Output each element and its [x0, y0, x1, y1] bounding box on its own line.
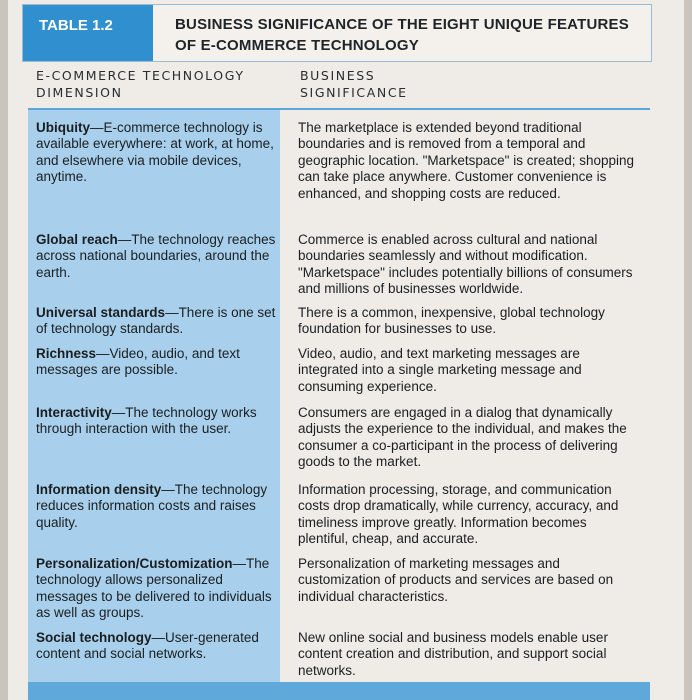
significance-cell: New online social and business models enable user content creation and distribution, and support social networks.: [298, 630, 608, 678]
dimension-term: Personalization/Customization: [36, 556, 233, 571]
table-row-universal-standards: [36, 305, 642, 338]
table-row-global-reach: [36, 232, 642, 298]
dimension-cell: [36, 120, 280, 202]
significance-cell: Consumers are engaged in a dialog that dynamically adjusts the experience to the individual, and makes the consumer a co-participant in the process of delivering goods to the market.: [298, 405, 627, 470]
dimension-cell: [36, 305, 280, 338]
dimension-cell: [36, 482, 280, 548]
dimension-term: Global reach: [36, 232, 118, 247]
table-bottom-bar: [28, 682, 650, 700]
dimension-description: —E-commerce technology is available everywhere: at work, at home, and elsewhere via mobile devices, anytime.: [36, 120, 274, 185]
dimension-cell: [36, 405, 280, 471]
dimension-cell: [36, 346, 280, 395]
table-row-interactivity: [36, 405, 642, 471]
dimension-cell: [36, 556, 280, 622]
dimension-description: —There is one set of technology standards.: [36, 305, 276, 337]
dimension-term: Ubiquity: [36, 120, 90, 135]
significance-cell: Information processing, storage, and communication costs drop dramatically, while currency, accuracy, and timeliness improve greatly. Information becomes plentiful, cheap, and accurate.: [298, 482, 619, 547]
significance-cell: Video, audio, and text marketing messages are integrated into a single marketing message and consuming experience.: [298, 346, 582, 394]
dimension-cell: [36, 630, 280, 679]
table-header: [22, 4, 652, 62]
table-row-ubiquity: [36, 120, 642, 202]
dimension-term: Interactivity: [36, 405, 112, 420]
dimension-description: —User-generated content and social networks.: [36, 630, 259, 662]
dimension-description: —The technology reaches across national boundaries, around the earth.: [36, 232, 276, 280]
table-title: BUSINESS SIGNIFICANCE OF THE EIGHT UNIQUE FEATURES OF E-COMMERCE TECHNOLOGY: [175, 16, 629, 54]
table-label: TABLE 1.2: [23, 5, 153, 61]
column-header-significance: BUSINESS SIGNIFICANCE: [300, 68, 408, 100]
significance-cell: Commerce is enabled across cultural and national boundaries seamlessly and without modification. "Marketspace" includes potentially billions of consumers and millions of businesses worldwide.: [298, 232, 633, 297]
table-row-social-technology: [36, 630, 642, 679]
dimension-description: —Video, audio, and text messages are possible.: [36, 346, 240, 378]
significance-cell: The marketplace is extended beyond traditional boundaries and is removed from a temporal and geographic location. "Marketspace" is created; shopping can take place anywhere. Customer convenience is enhanced, and shopping costs are reduced.: [298, 120, 635, 201]
significance-cell: Personalization of marketing messages and customization of products and services are based on individual characteristics.: [298, 556, 614, 604]
dimension-cell: [36, 232, 280, 298]
dimension-description: —The technology works through interaction with the user.: [36, 405, 257, 437]
table-row-richness: [36, 346, 642, 395]
dimension-term: Richness: [36, 346, 97, 361]
significance-cell: There is a common, inexpensive, global technology foundation for businesses to use.: [298, 305, 605, 337]
column-header-dimension: E-COMMERCE TECHNOLOGY DIMENSION: [36, 68, 245, 100]
dimension-term: Information density: [36, 482, 162, 497]
dimension-description: —The technology reduces information costs and raises quality.: [36, 482, 268, 530]
dimension-term: Social technology: [36, 630, 152, 645]
table-row-personalization: [36, 556, 642, 622]
table-row-information-density: [36, 482, 642, 548]
dimension-term: Universal standards: [36, 305, 166, 320]
dimension-description: —The technology allows personalized messages to be delivered to individuals as well as groups.: [36, 556, 272, 621]
